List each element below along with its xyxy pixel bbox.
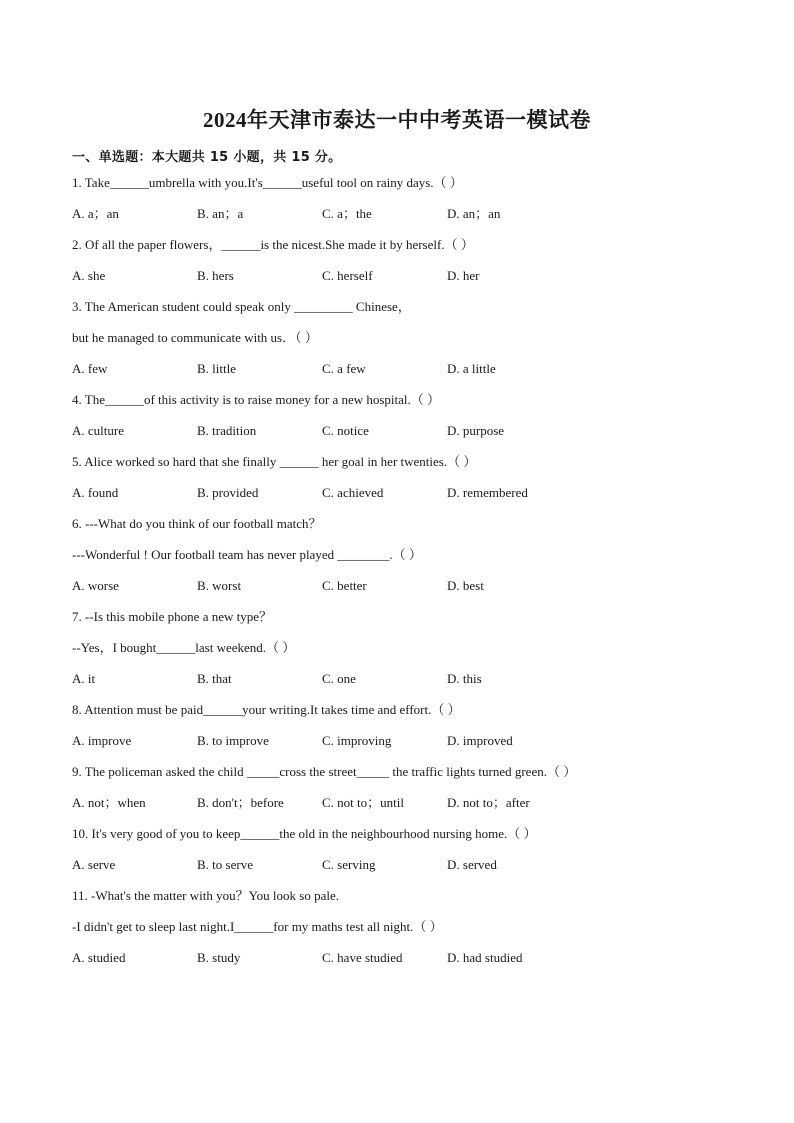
question-3 — [72, 296, 732, 389]
answer-options — [72, 265, 732, 296]
question-9 — [72, 761, 732, 823]
question-stem: 11. -What's the matter with you？You look so pale. — [72, 888, 340, 903]
answer-option: A. a；an — [72, 206, 119, 221]
answer-option: B. that — [197, 671, 232, 686]
answer-options — [72, 203, 732, 234]
question-stem: 5. Alice worked so hard that she finally ______ her goal in her twenties.（ ） — [72, 454, 477, 469]
answer-option: D. served — [447, 857, 497, 872]
answer-options — [72, 792, 732, 823]
question-4 — [72, 389, 732, 451]
question-stem: 8. Attention must be paid______your writing.It takes time and effort.（ ） — [72, 702, 461, 717]
answer-option: C. improving — [322, 733, 392, 748]
answer-option: D. an；an — [447, 206, 501, 221]
answer-option: A. serve — [72, 857, 116, 872]
question-5 — [72, 451, 732, 513]
answer-option: B. an；a — [197, 206, 244, 221]
question-list — [72, 172, 732, 978]
question-2 — [72, 234, 732, 296]
answer-option: A. not；when — [72, 795, 146, 810]
answer-option: D. improved — [447, 733, 513, 748]
question-stem: ---Wonderful ! Our football team has never played ________.（ ） — [72, 547, 422, 562]
question-6 — [72, 513, 732, 606]
answer-option: A. she — [72, 268, 106, 283]
answer-option: C. a few — [322, 361, 366, 376]
answer-option: A. improve — [72, 733, 132, 748]
question-11 — [72, 885, 732, 978]
question-stem: 7. --Is this mobile phone a new type？ — [72, 609, 273, 624]
answer-options — [72, 420, 732, 451]
answer-option: B. study — [197, 950, 241, 965]
question-1 — [72, 172, 732, 234]
answer-option: B. hers — [197, 268, 234, 283]
question-stem: but he managed to communicate with us．（ ） — [72, 330, 318, 345]
answer-option: A. it — [72, 671, 96, 686]
question-stem: --Yes，I bought______last weekend.（ ） — [72, 640, 296, 655]
answer-option: B. worst — [197, 578, 242, 593]
answer-option: C. better — [322, 578, 367, 593]
answer-option: C. serving — [322, 857, 376, 872]
answer-option: D. not to；after — [447, 795, 530, 810]
answer-options — [72, 575, 732, 606]
answer-option: B. little — [197, 361, 236, 376]
answer-option: D. her — [447, 268, 480, 283]
answer-option: A. worse — [72, 578, 119, 593]
answer-option: C. achieved — [322, 485, 384, 500]
question-stem: 2. Of all the paper flowers，______is the nicest.She made it by herself.（ ） — [72, 237, 474, 252]
answer-option: D. this — [447, 671, 482, 686]
answer-option: D. a little — [447, 361, 496, 376]
question-stem: -I didn't get to sleep last night.I______for my maths test all night.（ ） — [72, 919, 443, 934]
answer-options — [72, 854, 732, 885]
answer-option: B. tradition — [197, 423, 257, 438]
answer-options — [72, 358, 732, 389]
answer-option: D. purpose — [447, 423, 505, 438]
question-8 — [72, 699, 732, 761]
answer-options — [72, 668, 732, 699]
answer-option: A. studied — [72, 950, 126, 965]
question-stem: 1. Take______umbrella with you.It's______useful tool on rainy days.（ ） — [72, 175, 463, 190]
answer-option: C. one — [322, 671, 356, 686]
question-10 — [72, 823, 732, 885]
answer-option: B. to improve — [197, 733, 269, 748]
question-7 — [72, 606, 732, 699]
answer-option: C. notice — [322, 423, 369, 438]
answer-option: B. provided — [197, 485, 259, 500]
answer-option: A. culture — [72, 423, 124, 438]
answer-option: D. remembered — [447, 485, 528, 500]
question-stem: 9. The policeman asked the child _____cross the street_____ the traffic lights turned green.（ ） — [72, 764, 577, 779]
answer-options — [72, 730, 732, 761]
question-stem: 10. It's very good of you to keep______the old in the neighbourhood nursing home.（ ） — [72, 826, 537, 841]
question-stem: 6. ---What do you think of our football match？ — [72, 516, 322, 531]
answer-option: C. have studied — [322, 950, 403, 965]
answer-option: C. not to；until — [322, 795, 404, 810]
question-stem: 3. The American student could speak only _________ Chinese， — [72, 299, 411, 314]
exam-title: 2024年天津市泰达一中中考英语一模试卷 — [203, 108, 591, 132]
section-heading: 一、单选题：本大题共 15 小题，共 15 分。 — [72, 150, 342, 165]
answer-option: C. a；the — [322, 206, 372, 221]
answer-option: B. to serve — [197, 857, 253, 872]
answer-options — [72, 947, 732, 978]
answer-option: B. don't；before — [197, 795, 284, 810]
answer-options — [72, 482, 732, 513]
answer-option: C. herself — [322, 268, 373, 283]
answer-option: D. had studied — [447, 950, 523, 965]
answer-option: A. few — [72, 361, 108, 376]
answer-option: A. found — [72, 485, 119, 500]
question-stem: 4. The______of this activity is to raise money for a new hospital.（ ） — [72, 392, 441, 407]
answer-option: D. best — [447, 578, 484, 593]
